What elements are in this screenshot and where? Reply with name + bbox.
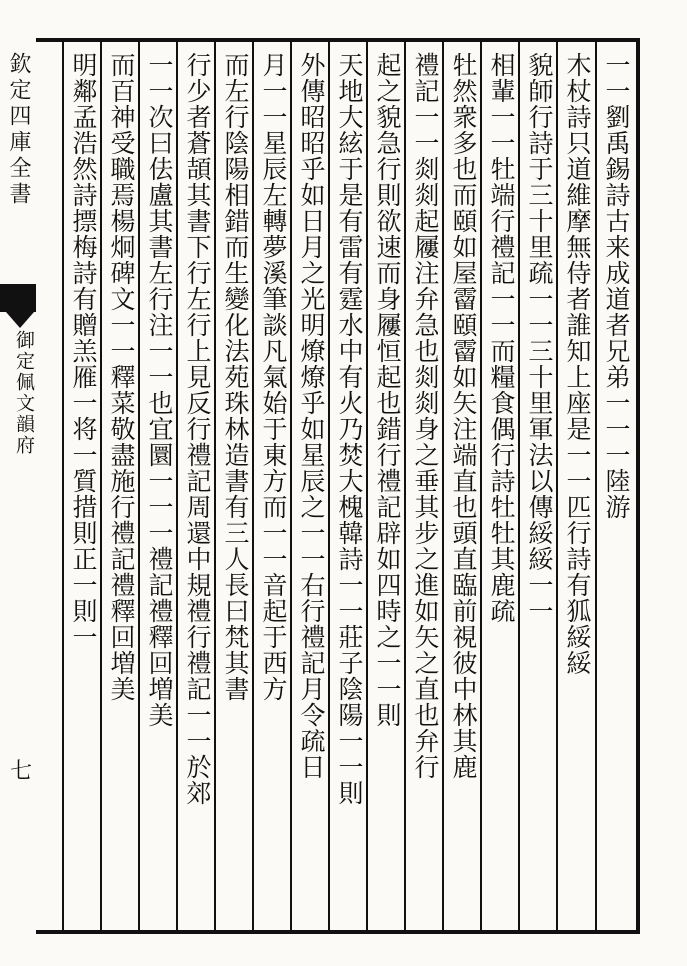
fishtail-divider <box>0 284 36 312</box>
column-rule <box>252 38 254 930</box>
column-rule <box>176 38 178 930</box>
column-rule <box>595 38 597 930</box>
column-rule <box>518 38 520 930</box>
text-column: 行少者蒼頡其書下行左行上見反行禮記周還中規禮行禮記一一於郊 <box>183 52 212 806</box>
text-column: 起之貌急行則欲速而身屨恒起也錯行禮記辟如四時之一一則 <box>373 52 402 728</box>
text-column: 牡然衆多也而頤如屋霤頤霤如矢注端直也頭直臨前視彼中林其鹿 <box>449 52 478 780</box>
text-column: 天地大絃于是有雷有霆水中有火乃焚大槐韓詩一一莊子陰陽一一則 <box>335 52 364 806</box>
text-column: 一一劉禹錫詩古来成道者兄弟一一一陸游 <box>602 52 631 520</box>
column-rule <box>404 38 406 930</box>
column-rule <box>62 38 64 930</box>
book-title: 欽定四庫全書 <box>6 52 31 208</box>
text-column: 貌師行詩于三十里疏一一三十里軍法以傳綏綏一一 <box>525 52 554 624</box>
column-rule <box>328 38 330 930</box>
column-rule <box>138 38 140 930</box>
column-rule <box>290 38 292 930</box>
text-column: 外傳昭昭乎如日月之光明燎燎乎如星辰之一一右行禮記月令疏日 <box>297 52 326 780</box>
text-column: 一一次曰佉盧其書左行注一一也宜圜一一一禮記禮釋回増美 <box>145 52 174 728</box>
column-rule <box>480 38 482 930</box>
text-column: 月一一星辰左轉夢溪筆談凡氣始于東方而一一音起于西方 <box>259 52 288 702</box>
page-number: 七 <box>9 759 32 784</box>
text-column: 木杖詩只道維摩無侍者誰知上座是一一匹行詩有狐綏綏 <box>563 52 592 676</box>
text-column: 明鄰孟浩然詩摽梅詩有贈羔雁一将一質措則正一則一 <box>69 52 98 650</box>
section-title: 御定佩文韻府 <box>13 330 35 456</box>
column-rule <box>214 38 216 930</box>
text-column: 禮記一一剡剡起屨注弁急也剡剡身之垂其步之進如矢之直也弁行 <box>411 52 440 780</box>
text-column: 而左行陰陽相錯而生變化法苑珠林造書有三人長曰梵其書 <box>221 52 250 702</box>
column-rule <box>100 38 102 930</box>
text-column: 相輩一一牡端行禮記一一而糧食偶行詩牡牡其鹿疏 <box>487 52 516 624</box>
text-column: 而百神受職焉楊炯碑文一一釋菜敬盡施行禮記禮釋回増美 <box>107 52 136 702</box>
column-rule <box>556 38 558 930</box>
column-rule <box>442 38 444 930</box>
column-rule <box>366 38 368 930</box>
